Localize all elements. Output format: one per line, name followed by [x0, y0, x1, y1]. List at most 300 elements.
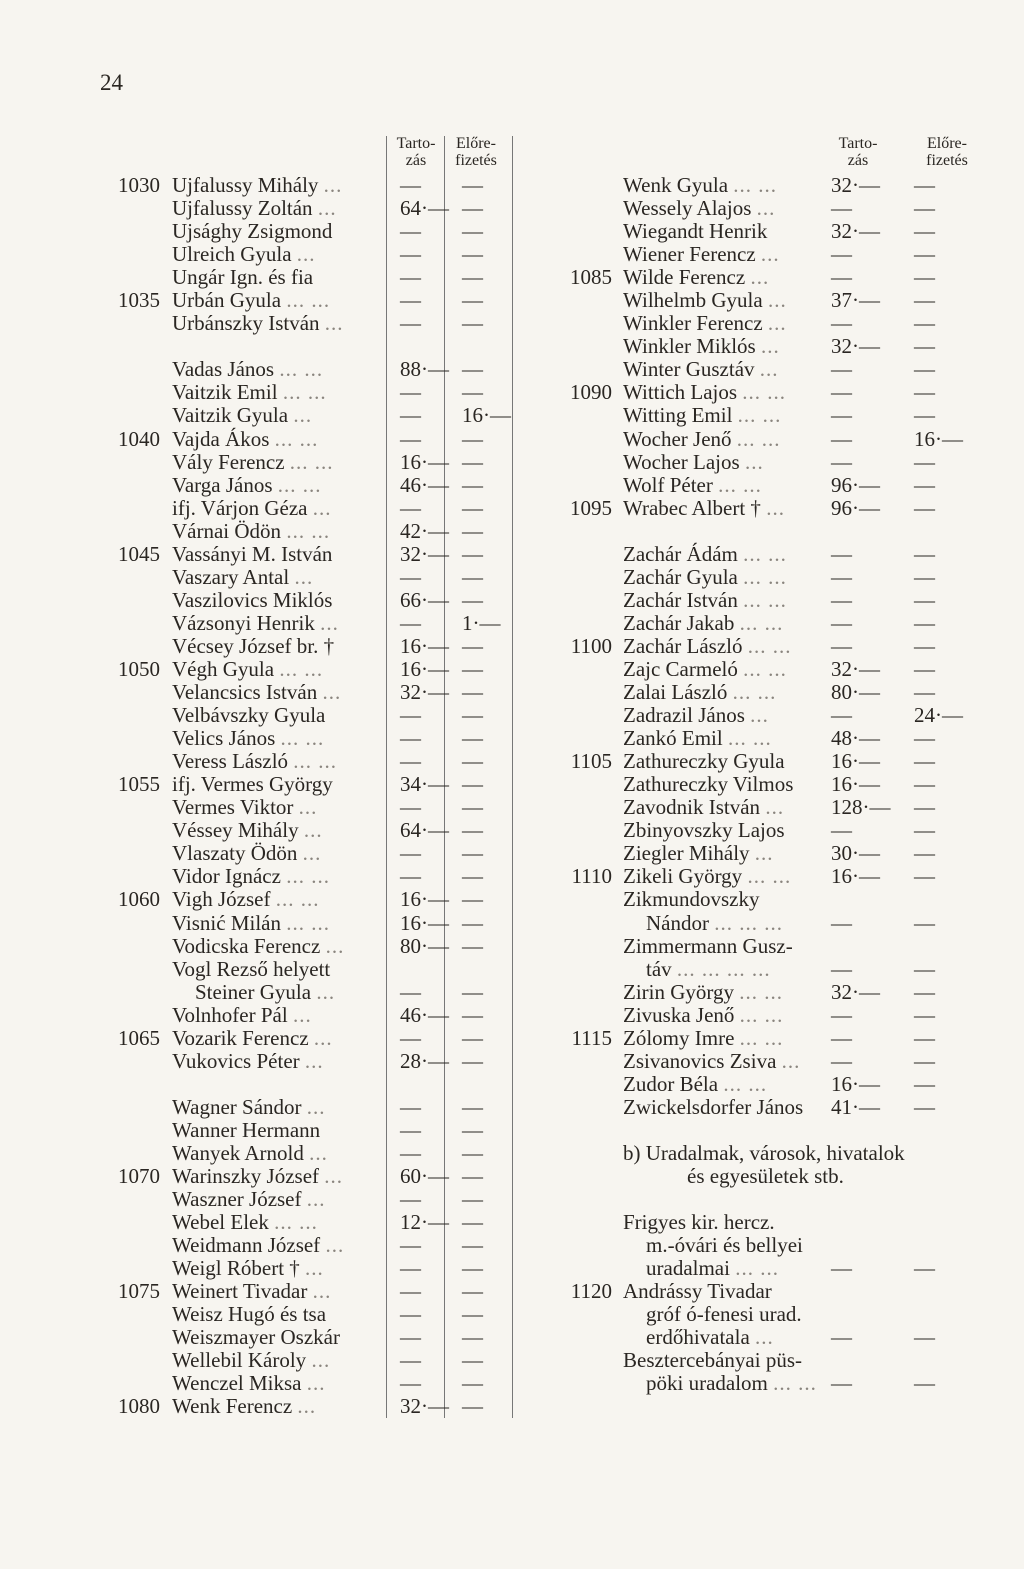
list-item	[512, 497, 1024, 520]
entry-name-text: Vodicska Ferencz	[172, 933, 321, 958]
tartozas-value: —	[400, 1117, 421, 1142]
entry-name-text: Véssey Mihály	[172, 818, 299, 843]
entry-name-text: Vogl Rezső helyett	[172, 956, 331, 981]
list-item	[0, 1142, 512, 1165]
elorefizetes-value: —	[914, 1256, 935, 1281]
entry-name	[172, 1027, 333, 1050]
entry-name-text: Wocher Jenő	[623, 426, 732, 451]
header-tartozas: Tarto- zás	[838, 135, 878, 169]
tartozas-value: —	[400, 219, 421, 244]
elorefizetes-value: —	[914, 633, 935, 658]
dot-leader: ... ...	[280, 726, 325, 751]
entry-number: 1075	[118, 1279, 160, 1304]
list-item	[0, 635, 512, 658]
entry-name	[623, 220, 767, 243]
entry-name	[172, 912, 330, 935]
elorefizetes-value: —	[462, 1233, 483, 1258]
list-item	[512, 958, 1024, 981]
tartozas-value: —	[400, 1140, 421, 1165]
tartozas-value: —	[831, 265, 852, 290]
entry-name-text: Waszner József	[172, 1187, 302, 1212]
elorefizetes-value: —	[462, 1394, 483, 1419]
tartozas-value: —	[400, 403, 421, 428]
elorefizetes-value: —	[462, 173, 483, 197]
list-item	[0, 1372, 512, 1395]
entry-number: 1080	[118, 1394, 160, 1419]
entry-name	[172, 1050, 324, 1073]
entry-name	[172, 1372, 326, 1395]
elorefizetes-value: 1·—	[462, 610, 501, 635]
tartozas-value: 88·—	[400, 357, 449, 382]
dot-leader: ...	[302, 841, 322, 866]
dot-leader: ...	[767, 311, 787, 336]
entry-name-text: Zachár Jakab	[623, 610, 735, 635]
list-item	[512, 1280, 1024, 1303]
entry-name-text: Velancsics István	[172, 680, 318, 705]
list-item	[0, 1119, 512, 1142]
list-item	[0, 404, 512, 427]
tartozas-value: —	[400, 564, 421, 589]
tartozas-value: —	[831, 1371, 852, 1396]
dot-leader: ...	[311, 1348, 331, 1373]
entry-name	[623, 1004, 783, 1027]
page-number: 24	[100, 70, 123, 95]
entry-name-text: Varga János	[172, 472, 273, 497]
elorefizetes-value: —	[462, 841, 483, 866]
dot-leader: ...	[294, 564, 314, 589]
blank-row	[0, 1073, 512, 1096]
entry-name	[623, 1326, 774, 1349]
entry-name-text: Witting Emil	[623, 403, 733, 428]
entry-name	[623, 842, 774, 865]
entry-name	[623, 681, 776, 704]
tartozas-value: —	[400, 749, 421, 774]
list-item	[0, 1303, 512, 1326]
tartozas-value: 16·—	[831, 864, 880, 889]
list-item	[512, 1349, 1024, 1372]
elorefizetes-value: 16·—	[462, 403, 511, 428]
list-item	[512, 773, 1024, 796]
entry-name	[623, 935, 793, 958]
list-item	[0, 220, 512, 243]
entry-name	[172, 243, 316, 266]
dot-leader: ... ...	[286, 864, 330, 889]
entry-number: 1035	[118, 288, 160, 313]
dot-leader: ...	[759, 357, 779, 382]
list-item	[0, 1349, 512, 1372]
blank-row	[0, 335, 512, 358]
list-item	[512, 197, 1024, 220]
dot-leader: ... ...	[739, 1025, 784, 1050]
entry-name-text: Nándor	[646, 910, 709, 935]
elorefizetes-value: —	[462, 1325, 483, 1350]
dot-leader: ...	[298, 795, 318, 820]
elorefizetes-value: —	[914, 380, 935, 405]
elorefizetes-value: —	[914, 772, 935, 797]
dot-leader: ... ...	[742, 380, 787, 405]
header-tartozas: Tarto- zás	[396, 135, 436, 169]
entry-name-text: Ulreich Gyula	[172, 242, 292, 267]
tartozas-value: 42·—	[400, 518, 449, 543]
tartozas-value: —	[831, 541, 852, 566]
right-entries	[512, 174, 1024, 1395]
list-item	[0, 451, 512, 474]
dot-leader: ...	[293, 403, 313, 428]
elorefizetes-value: —	[462, 1140, 483, 1165]
list-item	[0, 842, 512, 865]
list-item	[512, 750, 1024, 773]
tartozas-value: 32·—	[831, 219, 880, 244]
entry-name-text: Zathureczky Gyula	[623, 749, 785, 774]
list-item	[512, 1372, 1024, 1395]
list-item	[512, 935, 1024, 958]
list-item	[0, 243, 512, 266]
entry-name	[623, 865, 791, 888]
list-item	[0, 658, 512, 681]
list-item	[0, 543, 512, 566]
entry-name	[172, 1142, 328, 1165]
entry-number: 1070	[118, 1164, 160, 1189]
entry-name-text: Weigl Róbert †	[172, 1256, 300, 1281]
entry-name-text: Vaszilovics Miklós	[172, 587, 333, 612]
tartozas-value: —	[831, 910, 852, 935]
dot-leader: ...	[316, 979, 336, 1004]
entry-name-text: Wellebil Károly	[172, 1348, 307, 1373]
entry-name-text: Zachár István	[623, 587, 738, 612]
list-item	[512, 1096, 1024, 1119]
dot-leader: ...	[760, 242, 780, 267]
entry-name-text: Zikmundovszky	[623, 887, 760, 912]
entry-name-text: Vály Ferencz	[172, 449, 285, 474]
elorefizetes-value: —	[462, 288, 483, 313]
tartozas-value: —	[400, 979, 421, 1004]
dot-leader: ... ...	[732, 680, 777, 705]
tartozas-value: —	[831, 587, 852, 612]
tartozas-value: —	[400, 864, 421, 889]
tartozas-value: —	[831, 242, 852, 267]
list-item	[0, 289, 512, 312]
list-item	[0, 520, 512, 543]
tartozas-value: —	[400, 795, 421, 820]
entry-name-text: Velbávszky Gyula	[172, 703, 326, 728]
list-item	[512, 1257, 1024, 1280]
entry-name-text: Wrabec Albert †	[623, 495, 761, 520]
entry-name	[172, 681, 341, 704]
entry-name	[623, 658, 787, 681]
list-item	[512, 796, 1024, 819]
entry-name-text: Várnai Ödön	[172, 518, 282, 543]
dot-leader: ... ...	[279, 656, 324, 681]
entry-name	[623, 1280, 772, 1303]
entry-name	[172, 289, 330, 312]
entry-number: 1115	[571, 1025, 612, 1050]
tartozas-value: 48·—	[831, 726, 880, 751]
entry-name	[172, 935, 344, 958]
tartozas-value: 80·—	[831, 680, 880, 705]
list-item	[512, 704, 1024, 727]
elorefizetes-value: —	[462, 1348, 483, 1373]
entry-name	[172, 1165, 343, 1188]
entry-name-text: Zudor Béla	[623, 1071, 719, 1096]
entry-name	[172, 635, 334, 658]
dot-leader: ...	[292, 1002, 312, 1027]
dot-leader: ...	[744, 449, 764, 474]
entry-name	[172, 451, 334, 474]
elorefizetes-value: —	[462, 472, 483, 497]
entry-name	[623, 497, 785, 520]
list-item	[512, 589, 1024, 612]
entry-name-text: Vlaszaty Ödön	[172, 841, 298, 866]
tartozas-value: —	[400, 173, 421, 197]
dot-leader: ... ... ... ...	[676, 956, 771, 981]
entry-name-text: táv	[646, 956, 672, 981]
elorefizetes-value: —	[462, 357, 483, 382]
entry-name	[172, 1096, 326, 1119]
entry-name-text: gróf ó-fenesi urad.	[646, 1302, 802, 1327]
list-item	[512, 981, 1024, 1004]
list-item	[0, 727, 512, 750]
entry-number: 1045	[118, 541, 160, 566]
entry-name-text: Zachár Ádám	[623, 541, 738, 566]
entry-name-text: Ujsághy Zsigmond	[172, 219, 333, 244]
entry-name	[172, 497, 331, 520]
entry-name-text: ifj. Vermes György	[172, 772, 333, 797]
dot-leader: ... ...	[733, 173, 778, 197]
entry-name	[172, 1004, 312, 1027]
list-item	[0, 912, 512, 935]
list-item	[512, 1234, 1024, 1257]
elorefizetes-value: —	[914, 472, 935, 497]
tartozas-value: —	[831, 311, 852, 336]
list-item	[512, 566, 1024, 589]
elorefizetes-value: —	[914, 979, 935, 1004]
entry-name	[623, 1257, 779, 1280]
tartozas-value: 64·—	[400, 818, 449, 843]
list-item	[512, 865, 1024, 888]
dot-leader: ...	[323, 173, 343, 197]
section-heading-text: b) Uradalmak, városok, hivatalok és egyesületek stb.	[623, 1140, 905, 1188]
entry-name-text: Webel Elek	[172, 1210, 269, 1235]
tartozas-value: 80·—	[400, 933, 449, 958]
list-item	[0, 1050, 512, 1073]
tartozas-value: 12·—	[400, 1210, 449, 1235]
entry-name-text: Vozarik Ferencz	[172, 1025, 309, 1050]
list-item	[512, 635, 1024, 658]
entry-name-text: Wilhelmb Gyula	[623, 288, 763, 313]
entry-name	[172, 1326, 340, 1349]
entry-name	[623, 635, 792, 658]
dot-leader: ... ...	[747, 864, 792, 889]
elorefizetes-value: —	[462, 449, 483, 474]
entry-name	[623, 1027, 783, 1050]
entry-name-text: Wenk Gyula	[623, 173, 729, 197]
tartozas-value: —	[400, 1094, 421, 1119]
entry-name	[172, 1188, 326, 1211]
tartozas-value: —	[831, 196, 852, 221]
list-item	[512, 404, 1024, 427]
elorefizetes-value: —	[462, 1002, 483, 1027]
list-item	[512, 1073, 1024, 1096]
dot-leader: ...	[325, 1233, 345, 1258]
tartozas-value: 32·—	[831, 979, 880, 1004]
dot-leader: ...	[312, 1279, 332, 1304]
entry-name-text: pöki uradalom	[646, 1371, 768, 1396]
entry-name	[172, 612, 339, 635]
elorefizetes-value: —	[914, 841, 935, 866]
entry-name	[172, 727, 324, 750]
elorefizetes-value: —	[914, 541, 935, 566]
list-item	[0, 681, 512, 704]
entry-name-text: Wiener Ferencz	[623, 242, 756, 267]
entry-name	[172, 842, 321, 865]
tartozas-value: —	[831, 1048, 852, 1073]
list-item	[0, 1004, 512, 1027]
tartozas-value: —	[831, 403, 852, 428]
list-item	[0, 1096, 512, 1119]
entry-name	[623, 358, 779, 381]
list-item	[512, 428, 1024, 451]
elorefizetes-value: —	[914, 910, 935, 935]
entry-name	[172, 197, 337, 220]
entry-name-text: Zimmermann Gusz-	[623, 933, 793, 958]
tartozas-value: —	[831, 426, 852, 451]
dot-leader: ... ...	[277, 472, 322, 497]
entry-name	[623, 1303, 802, 1326]
entry-name	[623, 1096, 803, 1119]
tartozas-value: —	[400, 610, 421, 635]
entry-name-text: Vadas János	[172, 357, 275, 382]
elorefizetes-value: —	[914, 403, 935, 428]
entry-name	[623, 474, 762, 497]
entry-name	[172, 474, 322, 497]
tartozas-value: —	[400, 426, 421, 451]
tartozas-value: —	[831, 610, 852, 635]
tartozas-value: —	[831, 1256, 852, 1281]
tartozas-value: 16·—	[831, 772, 880, 797]
dot-leader: ... ...	[736, 426, 781, 451]
entry-name	[623, 404, 781, 427]
entry-name-text: Vaszary Antal	[172, 564, 290, 589]
entry-name	[172, 1257, 324, 1280]
list-item	[512, 174, 1024, 197]
elorefizetes-value: —	[914, 656, 935, 681]
list-item	[0, 1165, 512, 1188]
tartozas-value: —	[831, 380, 852, 405]
entry-name-text: Frigyes kir. hercz.	[623, 1210, 775, 1235]
tartozas-value: —	[400, 380, 421, 405]
entry-name-text: Zivuska Jenő	[623, 1002, 735, 1027]
dot-leader: ...	[781, 1048, 801, 1073]
elorefizetes-value: —	[914, 610, 935, 635]
entry-name	[172, 1303, 326, 1326]
elorefizetes-value: —	[462, 495, 483, 520]
elorefizetes-value: —	[462, 864, 483, 889]
dot-leader: ...	[767, 288, 787, 313]
entry-number: 1065	[118, 1025, 160, 1050]
entry-name-text: Winter Gusztáv	[623, 357, 755, 382]
elorefizetes-value: —	[914, 749, 935, 774]
elorefizetes-value: —	[462, 703, 483, 728]
dot-leader: ... ...	[718, 472, 762, 497]
elorefizetes-value: —	[914, 587, 935, 612]
list-item	[512, 266, 1024, 289]
elorefizetes-value: —	[914, 1325, 935, 1350]
entry-name	[623, 1211, 775, 1234]
list-item	[512, 1004, 1024, 1027]
entry-name	[623, 1372, 817, 1395]
tartozas-value: —	[400, 1302, 421, 1327]
list-item	[0, 1257, 512, 1280]
dot-leader: ...	[309, 1140, 328, 1165]
elorefizetes-value: —	[462, 680, 483, 705]
elorefizetes-value: —	[914, 680, 935, 705]
left-entries	[0, 174, 512, 1419]
tartozas-value: 16·—	[400, 910, 449, 935]
dot-leader: ... ...	[737, 403, 782, 428]
list-item	[0, 1027, 512, 1050]
tartozas-value: 16·—	[400, 449, 449, 474]
tartozas-value: 16·—	[831, 749, 880, 774]
list-item	[0, 796, 512, 819]
tartozas-value: —	[831, 1025, 852, 1050]
elorefizetes-value: —	[462, 772, 483, 797]
dot-leader: ...	[306, 1187, 326, 1212]
entry-name-text: Visnić Milán	[172, 910, 281, 935]
entry-number: 1060	[118, 887, 160, 912]
list-item	[0, 750, 512, 773]
elorefizetes-value: —	[914, 288, 935, 313]
entry-name	[172, 220, 332, 243]
tartozas-value: —	[400, 288, 421, 313]
elorefizetes-value: —	[462, 795, 483, 820]
dot-leader: ... ...	[739, 1002, 784, 1027]
elorefizetes-value: —	[914, 1371, 935, 1396]
entry-name-text: Zathureczky Vilmos	[623, 772, 794, 797]
tartozas-value: —	[400, 311, 421, 336]
list-item	[0, 773, 512, 796]
elorefizetes-value: —	[462, 518, 483, 543]
entry-name	[623, 381, 786, 404]
elorefizetes-value: —	[914, 449, 935, 474]
tartozas-value: —	[400, 1256, 421, 1281]
entry-number: 1090	[570, 380, 612, 405]
entry-name	[172, 1349, 330, 1372]
list-item	[0, 266, 512, 289]
elorefizetes-value: —	[462, 1371, 483, 1396]
tartozas-value: 37·—	[831, 288, 880, 313]
dot-leader: ...	[303, 818, 323, 843]
entry-name	[623, 1234, 803, 1257]
elorefizetes-value: —	[462, 242, 483, 267]
dot-leader: ... ...	[289, 449, 334, 474]
elorefizetes-value: —	[462, 656, 483, 681]
dot-leader: ... ...	[743, 656, 787, 681]
elorefizetes-value: —	[462, 380, 483, 405]
dot-leader: ... ...	[739, 979, 784, 1004]
entry-name-text: Weisz Hugó és tsa	[172, 1302, 327, 1327]
tartozas-value: 46·—	[400, 472, 449, 497]
dot-leader: ...	[317, 196, 337, 221]
list-item	[0, 474, 512, 497]
tartozas-value: 32·—	[831, 656, 880, 681]
tartozas-value: —	[831, 1002, 852, 1027]
tartozas-value: 96·—	[831, 495, 880, 520]
tartozas-value: 41·—	[831, 1094, 880, 1119]
entry-name	[623, 543, 787, 566]
elorefizetes-value: —	[914, 564, 935, 589]
list-item	[512, 912, 1024, 935]
list-item	[0, 381, 512, 404]
